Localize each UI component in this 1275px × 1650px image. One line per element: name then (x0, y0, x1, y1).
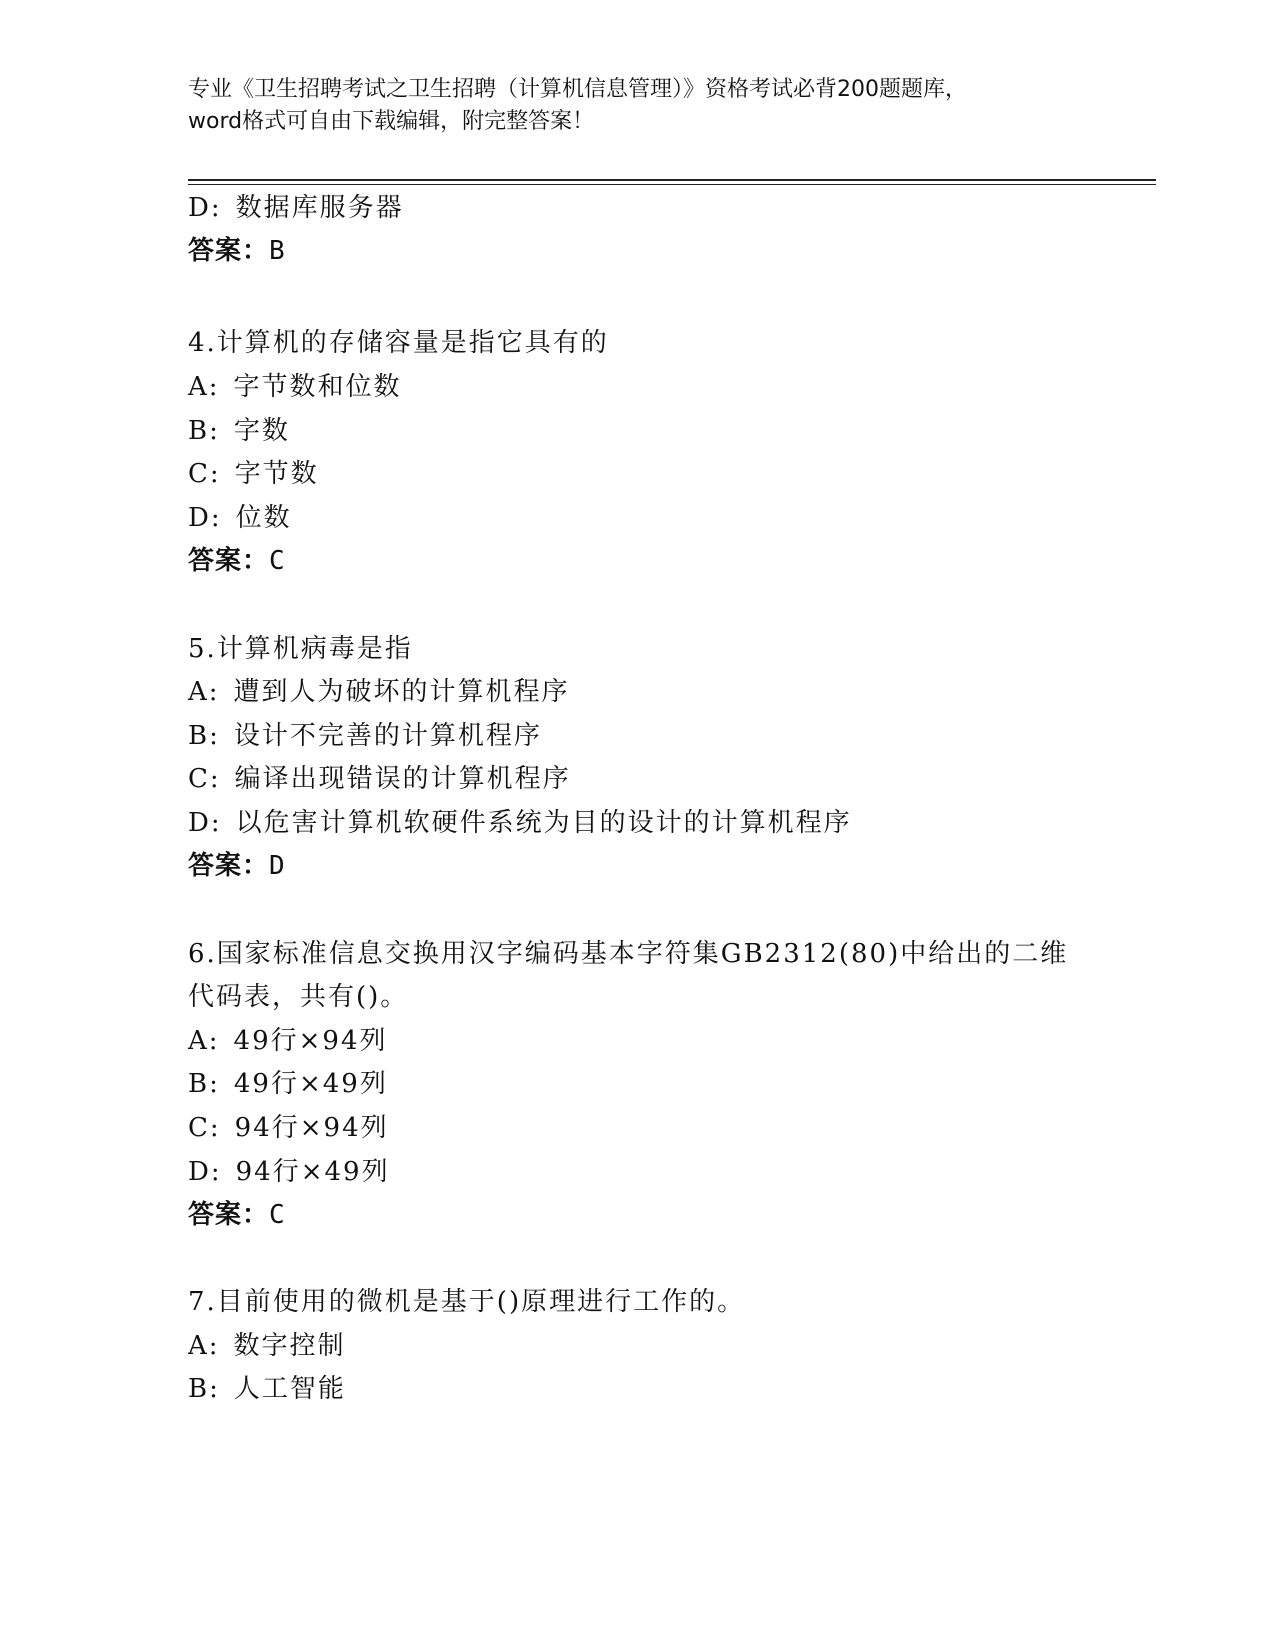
option-text: 94行×94列 (234, 1113, 389, 1143)
option-key: C: (188, 1113, 221, 1143)
option-text: 以危害计算机软硬件系统为目的设计的计算机程序 (235, 808, 852, 838)
option-text: 字数 (233, 416, 290, 446)
q7-stem: 7.目前使用的微机是基于()原理进行工作的。 (188, 1287, 746, 1317)
q6-stem-line-1: 6.国家标准信息交换用汉字编码基本字符集GB2312(80)中给出的二维 (188, 939, 1069, 969)
answer-value: C (269, 546, 286, 576)
q5-stem: 5.计算机病毒是指 (188, 634, 413, 664)
option-key: D: (188, 503, 222, 533)
option-text: 数字控制 (233, 1331, 346, 1361)
answer-label: 答案： (188, 546, 270, 576)
option-text: 字节数 (234, 459, 319, 489)
option-key: D: (188, 808, 222, 838)
answer-value: C (269, 1200, 286, 1230)
option-text: 编译出现错误的计算机程序 (234, 764, 571, 794)
option-key: B: (188, 1374, 220, 1404)
q6-option-c (188, 1111, 389, 1145)
answer-label: 答案： (188, 1200, 270, 1230)
option-key: A: (188, 1026, 220, 1056)
q5-option-d (188, 806, 852, 840)
q7-option-a (188, 1329, 346, 1363)
q4-option-c (188, 457, 319, 491)
answer-value: B (269, 236, 286, 266)
option-key: A: (188, 372, 220, 402)
option-key: A: (188, 1331, 220, 1361)
answer-value: D (269, 851, 286, 881)
prev-option-d (188, 191, 404, 225)
q6-option-a (188, 1024, 388, 1058)
option-key: D: (188, 1157, 222, 1187)
q4-option-d (188, 501, 292, 535)
option-text: 49行×94列 (233, 1026, 388, 1056)
option-text: 位数 (235, 503, 292, 533)
q4-stem: 4.计算机的存储容量是指它具有的 (188, 328, 609, 358)
q4-answer (188, 544, 286, 578)
q4-option-b (188, 414, 290, 448)
q5-option-a (188, 675, 570, 709)
q4-option-a (188, 370, 402, 404)
prev-answer (188, 234, 286, 268)
q5-option-b (188, 719, 542, 753)
header-line-2: word格式可自由下载编辑，附完整答案！ (188, 109, 595, 134)
option-key: B: (188, 416, 220, 446)
option-text: 49行×49列 (233, 1069, 388, 1099)
answer-label: 答案： (188, 236, 270, 266)
option-text: 94行×49列 (235, 1157, 390, 1187)
option-text: 人工智能 (233, 1374, 346, 1404)
q6-stem-line-2: 代码表，共有()。 (188, 982, 409, 1012)
q6-answer (188, 1198, 286, 1232)
option-text: 数据库服务器 (235, 193, 404, 223)
option-text: 遭到人为破坏的计算机程序 (233, 677, 570, 707)
option-key: C: (188, 764, 221, 794)
answer-label: 答案： (188, 851, 270, 881)
q6-option-b (188, 1067, 388, 1101)
q5-answer (188, 849, 286, 883)
option-key: B: (188, 721, 220, 751)
q6-option-d (188, 1155, 390, 1189)
option-key: A: (188, 677, 220, 707)
q5-option-c (188, 762, 571, 796)
option-text: 字节数和位数 (233, 372, 402, 402)
header-divider-thick (188, 179, 1156, 181)
header-divider-thin (188, 184, 1156, 185)
q7-option-b (188, 1372, 346, 1406)
option-text: 设计不完善的计算机程序 (233, 721, 542, 751)
option-key: D: (188, 193, 222, 223)
header-line-1: 专业《卫生招聘考试之卫生招聘（计算机信息管理）》资格考试必背200题题库， (188, 77, 967, 102)
document-header (188, 74, 1088, 138)
option-key: C: (188, 459, 221, 489)
option-key: B: (188, 1069, 220, 1099)
